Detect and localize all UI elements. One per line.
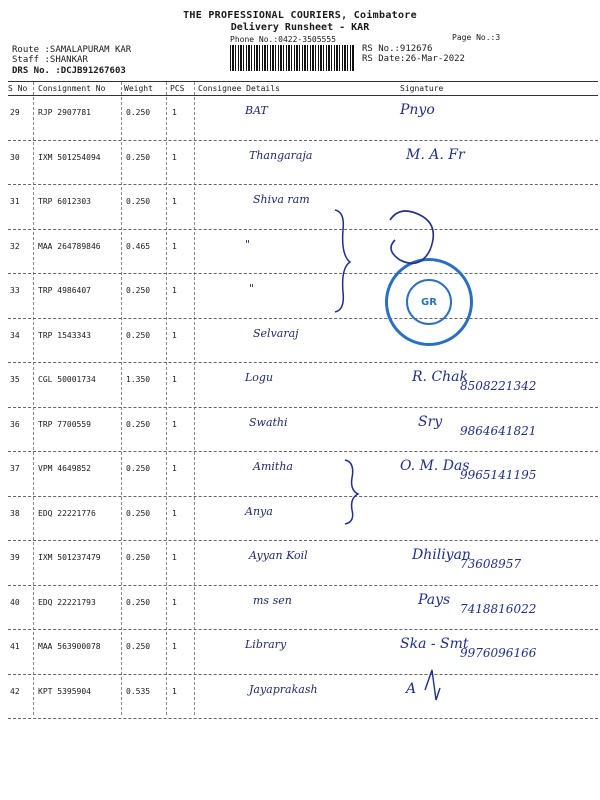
row-pcs: 1: [172, 108, 177, 117]
row-signature: Dhiliyan: [412, 547, 471, 563]
row-consignee-name: ": [245, 237, 251, 251]
row-consignment-no: TRP 4986407: [38, 286, 91, 295]
row-pcs: 1: [172, 197, 177, 206]
row-sno: 34: [10, 330, 20, 340]
row-consignment-no: EDQ 22221793: [38, 597, 96, 607]
row-phone: 9864641821: [460, 423, 537, 438]
row-sno: 32: [10, 241, 20, 251]
company-name: THE PROFESSIONAL COURIERS, Coimbatore: [183, 10, 417, 21]
col-header-weight: Weight: [124, 84, 153, 93]
row-consignment-no: TRP 6012303: [38, 197, 91, 206]
row-pcs: 1: [172, 464, 177, 473]
page-number: Page No.:3: [452, 33, 501, 42]
row-sno: 37: [10, 464, 20, 473]
col-header-sno: S No: [8, 84, 28, 93]
row-weight: 1.350: [126, 375, 151, 384]
row-consignment-no: TRP 1543343: [38, 330, 91, 340]
row-consignment-no: VPM 4649852: [38, 464, 91, 473]
row-signature: M. A. Fr: [406, 146, 465, 163]
row-pcs: 1: [172, 419, 177, 429]
row-weight: 0.250: [126, 108, 151, 117]
col-header-consignee: Consignee Details: [198, 84, 280, 93]
row-sno: 39: [10, 553, 20, 562]
rs-date: RS Date:26-Mar-2022: [362, 54, 465, 64]
row-consignee-name: Anya: [245, 504, 273, 518]
row-phone: 9976096166: [460, 646, 537, 660]
row-consignee-name: ": [249, 282, 255, 295]
row-signature: Sry: [418, 413, 443, 430]
row-sno: 42: [10, 686, 20, 696]
col-header-pcs: PCS: [170, 84, 185, 93]
row-weight: 0.250: [126, 152, 151, 162]
row-consignment-no: CGL 50001734: [38, 375, 96, 384]
row-signature: O. M. Das: [400, 458, 470, 474]
row-pcs: 1: [172, 642, 177, 651]
stamp-center-text: GR: [406, 279, 452, 325]
row-signature: Pnyo: [400, 102, 435, 118]
row-consignment-no: RJP 2907781: [38, 108, 91, 117]
row-sno: 41: [10, 642, 20, 651]
route-field: Route :SAMALAPURAM KAR: [12, 45, 132, 55]
row-sno: 38: [10, 508, 20, 518]
row-weight: 0.250: [126, 597, 151, 607]
row-pcs: 1: [172, 508, 177, 518]
row-consignment-no: KPT 5395904: [38, 686, 91, 696]
row-consignment-no: MAA 563900078: [38, 642, 101, 651]
runsheet-title: Delivery Runsheet - KAR: [230, 22, 370, 33]
row-consignee-name: Logu: [245, 371, 274, 384]
row-sno: 31: [10, 197, 20, 206]
row-consignment-no: IXM 501237479: [38, 553, 101, 562]
row-consignment-no: MAA 264789846: [38, 241, 101, 251]
row-weight: 0.250: [126, 419, 151, 429]
row-sno: 33: [10, 286, 20, 295]
row-phone: 8508221342: [460, 379, 537, 393]
drs-number: DRS No. :DCJB91267603: [12, 66, 126, 76]
row-pcs: 1: [172, 597, 177, 607]
row-pcs: 1: [172, 330, 177, 340]
row-signature: R. Chak: [412, 369, 468, 385]
phone-number: Phone No.:0422-3505555: [230, 35, 336, 44]
row-pcs: 1: [172, 375, 177, 384]
row-sno: 36: [10, 419, 20, 429]
row-consignee-name: Swathi: [249, 415, 288, 429]
row-weight: 0.465: [126, 241, 151, 251]
row-sno: 40: [10, 597, 20, 607]
row-phone: 7418816022: [460, 601, 537, 616]
row-weight: 0.250: [126, 330, 151, 340]
rs-number: RS No.:912676: [362, 44, 433, 54]
col-header-consignment: Consignment No: [38, 84, 106, 93]
staff-field: Staff :SHANKAR: [12, 55, 88, 65]
row-weight: 0.250: [126, 286, 151, 295]
row-weight: 0.250: [126, 642, 151, 651]
row-consignee-name: Amitha: [253, 460, 293, 473]
row-phone: 9965141195: [460, 468, 537, 482]
row-pcs: 1: [172, 286, 177, 295]
row-pcs: 1: [172, 686, 177, 696]
row-signature: A: [406, 680, 417, 697]
row-phone: 73608957: [460, 557, 522, 571]
row-sno: 30: [10, 152, 20, 162]
row-sno: 29: [10, 108, 20, 117]
row-signature: Pays: [418, 591, 451, 608]
row-weight: 0.250: [126, 508, 151, 518]
row-consignee-name: Thangaraja: [249, 148, 313, 162]
row-weight: 0.250: [126, 197, 151, 206]
row-consignment-no: TRP 7700559: [38, 419, 91, 429]
row-signature: Ska - Smt: [400, 636, 469, 652]
row-consignee-name: BAT: [245, 104, 268, 117]
row-pcs: 1: [172, 553, 177, 562]
row-pcs: 1: [172, 152, 177, 162]
row-weight: 0.250: [126, 553, 151, 562]
row-consignee-name: Selvaraj: [253, 326, 299, 340]
row-consignee-name: Library: [245, 638, 287, 651]
col-header-signature: Signature: [400, 84, 444, 93]
row-consignment-no: IXM 501254094: [38, 152, 101, 162]
row-consignee-name: Jayaprakash: [249, 682, 318, 696]
row-pcs: 1: [172, 241, 177, 251]
row-weight: 0.250: [126, 464, 151, 473]
row-consignment-no: EDQ 22221776: [38, 508, 96, 518]
row-weight: 0.535: [126, 686, 151, 696]
row-consignee-name: Ayyan Koil: [249, 549, 308, 562]
row-sno: 35: [10, 375, 20, 384]
row-consignee-name: ms sen: [253, 593, 292, 607]
row-consignee-name: Shiva ram: [253, 193, 310, 206]
